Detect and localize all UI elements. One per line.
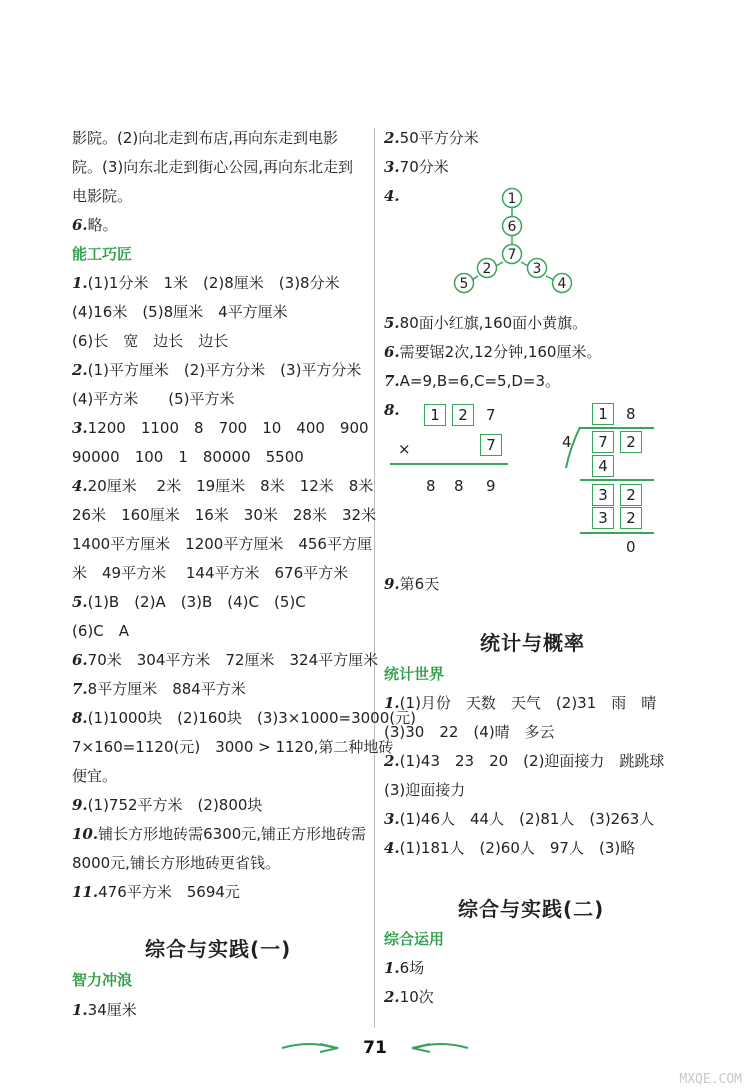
tree-node: 3: [532, 261, 542, 277]
answer-6b: 6.70米 304平方米 72厘米 324平方厘米: [72, 651, 379, 669]
answer-line: (3)30 22 (4)晴 多云: [384, 723, 555, 741]
times-sign: ×: [398, 440, 411, 458]
answer-line: (6)C A: [72, 622, 129, 640]
answer-c2: 2.(1)43 23 20 (2)迎面接力 跳跳球: [384, 752, 665, 770]
section-title-nenggong: 能工巧匠: [72, 245, 133, 263]
tree-node: 7: [507, 247, 517, 263]
answer-c3: 3.(1)46人 44人 (2)81人 (3)263人: [384, 810, 655, 828]
tree-node: 5: [459, 276, 469, 292]
digit: 8: [626, 405, 636, 423]
answer-r8-label: 8.: [384, 401, 400, 419]
page-number-ornament: [280, 1036, 470, 1058]
number-tree-diagram: [440, 180, 590, 298]
answer-7: 7.8平方厘米 884平方米: [72, 680, 246, 698]
answer-line: (4)16米 (5)8厘米 4平方厘米: [72, 303, 288, 321]
digit-box: 2: [620, 431, 642, 453]
answer-d1: 1.6场: [384, 959, 425, 977]
answer-r5: 5.80面小红旗,160面小黄旗。: [384, 314, 588, 332]
heading-practice-2: 综合与实践(二): [458, 897, 605, 921]
digit: 9: [486, 477, 496, 495]
watermark-text: MXQE.COM: [679, 1072, 742, 1087]
section-title-zonghe: 综合运用: [384, 930, 445, 948]
answer-8: 8.(1)1000块 (2)160块 (3)3×1000=3000(元): [72, 709, 416, 727]
page-footer: [0, 1036, 750, 1058]
digit: 8: [454, 477, 464, 495]
answer-line: 1400平方厘米 1200平方厘米 456平方厘: [72, 535, 372, 553]
digit-box: 4: [592, 455, 614, 477]
answer-line: 院。(3)向东北走到街心公园,再向东北走到: [72, 158, 354, 176]
answer-r7: 7.A=9,B=6,C=5,D=3。: [384, 372, 560, 390]
answer-line: 90000 100 1 80000 5500: [72, 448, 304, 466]
multiplication-line: [390, 463, 508, 465]
answer-r6: 6.需要锯2次,12分钟,160厘米。: [384, 343, 602, 361]
tree-node: 1: [507, 191, 517, 207]
digit: 8: [426, 477, 436, 495]
answer-r9: 9.第6天: [384, 575, 440, 593]
answer-line: 便宜。: [72, 767, 118, 785]
page-number: 71: [363, 1038, 387, 1058]
answer-4: 4.20厘米 2米 19厘米 8米 12米 8米: [72, 477, 374, 495]
division-line: [580, 479, 654, 481]
answer-r2: 2.50平方分米: [384, 129, 479, 147]
digit-box: 3: [592, 507, 614, 529]
answer-r3: 3.70分米: [384, 158, 449, 176]
division-line: [580, 532, 654, 534]
answer-1: 1.(1)1分米 1米 (2)8厘米 (3)8分米: [72, 274, 340, 292]
answer-b1: 1.34厘米: [72, 1001, 137, 1019]
section-title-tongji: 统计世界: [384, 665, 445, 683]
digit-box: 3: [592, 484, 614, 506]
digit-box: 7: [592, 431, 614, 453]
column-divider: [374, 128, 375, 1028]
digit-box: 2: [620, 484, 642, 506]
digit-box: 7: [480, 434, 502, 456]
digit-box: 1: [424, 404, 446, 426]
answer-line: 影院。(2)向北走到布店,再向东走到电影: [72, 129, 339, 147]
answer-line: 7×160=1120(元) 3000 > 1120,第二种地砖: [72, 738, 394, 756]
digit-box: 2: [620, 507, 642, 529]
answer-9: 9.(1)752平方米 (2)800块: [72, 796, 263, 814]
answer-2: 2.(1)平方厘米 (2)平方分米 (3)平方分米: [72, 361, 362, 379]
section-title-zhili: 智力冲浪: [72, 971, 133, 989]
answer-3: 3.1200 1100 8 700 10 400 900: [72, 419, 369, 437]
answer-line: 米 49平方米 144平方米 676平方米: [72, 564, 349, 582]
divisor: 4: [562, 433, 572, 451]
answer-line: 8000元,铺长方形地砖更省钱。: [72, 854, 280, 872]
digit: 7: [486, 406, 496, 424]
answer-5: 5.(1)B (2)A (3)B (4)C (5)C: [72, 593, 306, 611]
answer-line: 26米 160厘米 16米 30米 28米 32米: [72, 506, 377, 524]
heading-practice-1: 综合与实践(一): [145, 937, 292, 961]
remainder: 0: [626, 538, 636, 556]
tree-node: 2: [482, 261, 492, 277]
tree-node: 4: [557, 276, 567, 292]
answer-line: 电影院。: [72, 187, 133, 205]
answer-10: 10.铺长方形地砖需6300元,铺正方形地砖需: [72, 825, 367, 843]
answer-line: (4)平方米 (5)平方米: [72, 390, 235, 408]
digit-box: 1: [592, 403, 614, 425]
answer-r4-label: 4.: [384, 187, 400, 205]
digit-box: 2: [452, 404, 474, 426]
tree-node: 6: [507, 219, 517, 235]
answer-11: 11.476平方米 5694元: [72, 883, 240, 901]
answer-line: (6)长 宽 边长 边长: [72, 332, 229, 350]
answer-d2: 2.10次: [384, 988, 434, 1006]
answer-c4: 4.(1)181人 (2)60人 97人 (3)略: [384, 839, 636, 857]
answer-6: 6.略。: [72, 216, 118, 234]
heading-statistics: 统计与概率: [480, 631, 585, 655]
answer-line: (3)迎面接力: [384, 781, 466, 799]
division-bar: [580, 427, 654, 429]
answer-c1: 1.(1)月份 天数 天气 (2)31 雨 晴: [384, 694, 657, 712]
